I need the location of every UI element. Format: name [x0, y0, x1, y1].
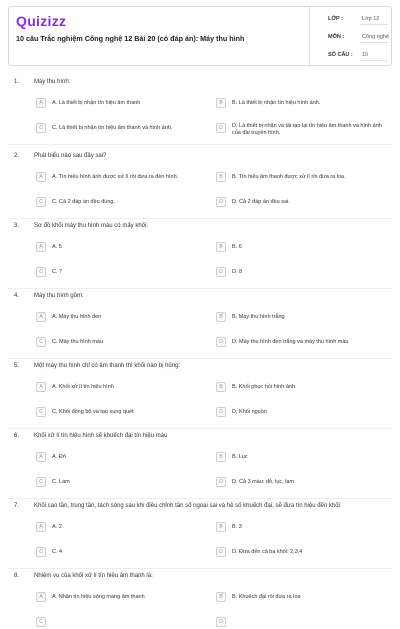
option-letter-box[interactable]: A — [36, 382, 46, 392]
option-letter-box[interactable]: C — [36, 267, 46, 277]
option-letter-box[interactable]: A — [36, 242, 46, 252]
option-text: C. Cả 2 đáp án đều đúng. — [52, 199, 115, 205]
meta-class: LỚP : Lớp 12 — [310, 11, 394, 25]
option-letter-box[interactable]: A — [36, 522, 46, 532]
option-text: A. Tín hiệu hình ảnh được xử lí rồi đưa ra đèn hình. — [52, 174, 179, 180]
worksheet-header — [8, 6, 392, 66]
option-letter-box[interactable]: D — [216, 197, 226, 207]
question-number: 2. — [14, 153, 20, 159]
option-letter-box[interactable]: D — [216, 407, 226, 417]
question-number: 4. — [14, 293, 20, 299]
question-divider — [8, 568, 392, 569]
option-text: B. 6 — [232, 244, 242, 250]
question-divider — [8, 428, 392, 429]
question-number: 1. — [14, 79, 20, 85]
quizizz-logo: Quizizz — [16, 13, 67, 29]
option-text: D. Máy thu hình đen trắng và máy thu hình màu — [232, 339, 349, 345]
option-letter-box[interactable]: A — [36, 592, 46, 602]
option-text: C. Là thiết bị nhận tín hiệu âm thanh và hình ảnh. — [52, 125, 173, 131]
option-letter-box[interactable]: D — [216, 547, 226, 557]
option-text: A. Là thiết bị nhận tín hiệu âm thanh — [52, 100, 141, 106]
question-number: 5. — [14, 363, 20, 369]
question-divider — [8, 358, 392, 359]
option-letter-box[interactable]: B — [216, 592, 226, 602]
option-text: A. Đỏ — [52, 454, 66, 460]
option-letter-box[interactable]: B — [216, 312, 226, 322]
question-text: Máy thu hình gồm: — [34, 293, 84, 299]
option-letter-box[interactable]: C — [36, 197, 46, 207]
option-text: B. Lục — [232, 454, 248, 460]
question-divider — [8, 218, 392, 219]
question-number: 6. — [14, 433, 20, 439]
option-letter-box[interactable]: B — [216, 522, 226, 532]
option-text: A. Khối xử lí tín hiệu hình — [52, 384, 114, 390]
question-divider — [8, 288, 392, 289]
option-text: C. 4 — [52, 549, 63, 555]
option-text: C. Lam — [52, 479, 70, 485]
option-text: C. Máy thu hình màu — [52, 339, 104, 345]
option-letter-box[interactable]: A — [36, 172, 46, 182]
option-letter-box[interactable]: C — [36, 617, 46, 627]
option-letter-box[interactable]: D — [216, 477, 226, 487]
option-text: D. Khối nguồn — [232, 409, 267, 415]
option-letter-box[interactable]: A — [36, 452, 46, 462]
option-letter-box[interactable]: C — [36, 477, 46, 487]
option-text: C. 7 — [52, 269, 63, 275]
option-letter-box[interactable]: C — [36, 123, 46, 133]
option-text: D. Đưa đến cả ba khối: 2,3,4 — [232, 549, 303, 555]
option-letter-box[interactable]: B — [216, 242, 226, 252]
option-letter-box[interactable]: C — [36, 407, 46, 417]
option-text: D. Cả 2 đáp án đều sai. — [232, 199, 290, 205]
option-text: A. 5 — [52, 244, 62, 250]
option-text: B. Khuếch đại rồi đưa ra loa — [232, 594, 301, 600]
question-text: Sơ đồ khối máy thu hình màu có mấy khối: — [34, 223, 148, 229]
page-title: 10 câu Trắc nghiệm Công nghệ 12 Bài 20 (có đáp án): Máy thu hình — [16, 34, 245, 43]
question-divider — [8, 498, 392, 499]
option-letter-box[interactable]: D — [216, 337, 226, 347]
question-text: Phát biểu nào sau đây sai? — [34, 153, 107, 159]
option-letter-box[interactable]: B — [216, 172, 226, 182]
option-letter-box[interactable]: B — [216, 98, 226, 108]
option-text: A. Nhận tín hiệu sóng mang âm thanh — [52, 594, 145, 600]
question-number: 3. — [14, 223, 20, 229]
option-text: B. Máy thu hình trắng — [232, 314, 285, 320]
option-text: B. 3 — [232, 524, 242, 530]
question-text: Nhiệm vụ của khối xử lí tín hiệu âm thanh là: — [34, 573, 153, 579]
option-text: D. 8 — [232, 269, 243, 275]
option-letter-box[interactable]: D — [216, 267, 226, 277]
option-letter-box[interactable]: B — [216, 452, 226, 462]
question-number: 7. — [14, 503, 20, 509]
question-number: 8. — [14, 573, 20, 579]
option-letter-box[interactable]: A — [36, 98, 46, 108]
option-text: B. Là thiết bị nhận tín hiệu hình ảnh. — [232, 100, 321, 106]
option-text: A. Máy thu hình đen — [52, 314, 102, 320]
option-letter-box[interactable]: C — [36, 337, 46, 347]
option-text: D. Là thiết bị nhận và tái tạo lại tín hiệu âm thanh và hình ảnh của đài truyền hình. — [232, 123, 382, 136]
meta-info — [309, 7, 393, 67]
option-text: C. Khối đồng bộ và tạo xung quét — [52, 409, 134, 415]
meta-question-count: SỐ CÂU : 10 — [310, 47, 394, 61]
option-letter-box[interactable]: C — [36, 547, 46, 557]
option-letter-box[interactable]: D — [216, 617, 226, 627]
option-letter-box[interactable]: A — [36, 312, 46, 322]
meta-subject: MÔN : Công nghệ — [310, 29, 394, 43]
option-text: B. Khối phục hồi hình ảnh — [232, 384, 295, 390]
question-divider — [8, 144, 392, 145]
option-letter-box[interactable]: B — [216, 382, 226, 392]
question-text: Một máy thu hình chỉ có âm thanh thì khối nào bị hỏng: — [34, 363, 181, 369]
question-text: Khối cao tần, trung tần, tách sóng sau khi điều chỉnh tần số ngoại sai và hệ số khuếch đại, sẽ đưa tín hiệu đến khối: — [34, 503, 342, 509]
option-text: B. Tín hiệu âm thanh được xử lí rồi đưa ra loa. — [232, 174, 346, 180]
question-text: Khối xử lí tín hiệu hình sẽ khuếch đại tín hiệu màu — [34, 433, 168, 439]
option-text: D. Cả 3 màu: đỏ, lục, lam — [232, 479, 295, 485]
option-letter-box[interactable]: D — [216, 123, 226, 133]
question-text: Máy thu hình: — [34, 79, 71, 85]
option-text: A. 2 — [52, 524, 62, 530]
